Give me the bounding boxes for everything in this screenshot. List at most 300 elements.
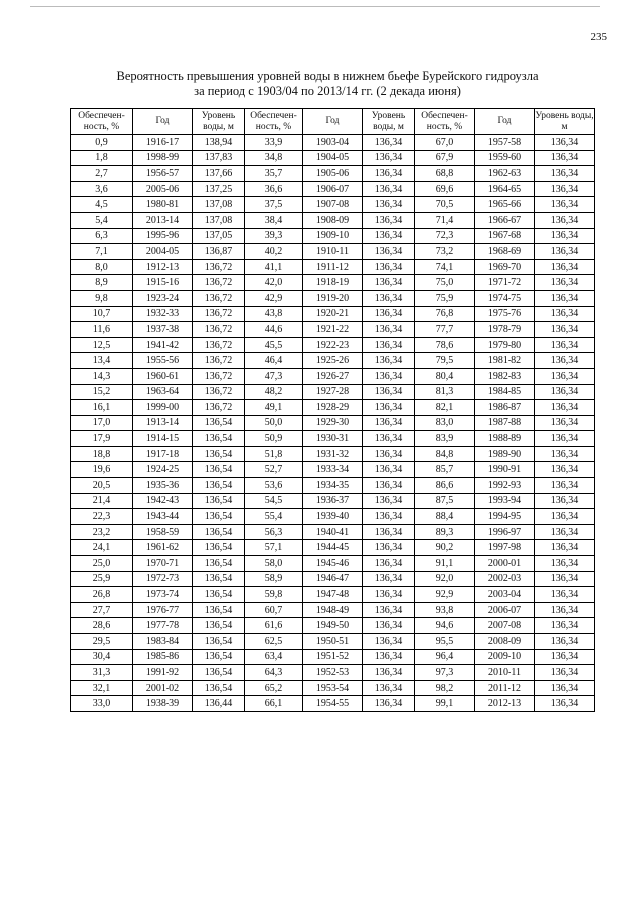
cell-level-1: 136,72 <box>193 368 245 384</box>
cell-year-1: 1937-38 <box>133 322 193 338</box>
cell-year-3: 1981-82 <box>475 353 535 369</box>
cell-probability-3: 90,2 <box>415 540 475 556</box>
table-row <box>71 556 595 572</box>
table-row <box>71 228 595 244</box>
table-row <box>71 587 595 603</box>
table-row <box>71 618 595 634</box>
cell-year-1: 1956-57 <box>133 166 193 182</box>
cell-probability-2: 63,4 <box>245 649 303 665</box>
cell-level-3: 136,34 <box>535 337 595 353</box>
table-header-row <box>71 109 595 135</box>
cell-year-2: 1928-29 <box>303 400 363 416</box>
cell-level-1: 136,72 <box>193 384 245 400</box>
table-row <box>71 509 595 525</box>
cell-probability-2: 50,9 <box>245 431 303 447</box>
cell-probability-2: 36,6 <box>245 181 303 197</box>
cell-year-2: 1951-52 <box>303 649 363 665</box>
cell-probability-2: 42,9 <box>245 290 303 306</box>
table-row <box>71 446 595 462</box>
cell-level-2: 136,34 <box>363 337 415 353</box>
cell-level-1: 136,72 <box>193 322 245 338</box>
cell-probability-2: 50,0 <box>245 415 303 431</box>
table-row <box>71 524 595 540</box>
cell-probability-2: 35,7 <box>245 166 303 182</box>
cell-level-2: 136,34 <box>363 415 415 431</box>
cell-probability-2: 41,1 <box>245 259 303 275</box>
cell-level-3: 136,34 <box>535 493 595 509</box>
cell-probability-1: 8,9 <box>71 275 133 291</box>
cell-year-3: 2006-07 <box>475 602 535 618</box>
cell-year-3: 1965-66 <box>475 197 535 213</box>
cell-probability-3: 91,1 <box>415 556 475 572</box>
cell-year-3: 1988-89 <box>475 431 535 447</box>
cell-year-2: 1933-34 <box>303 462 363 478</box>
cell-year-3: 1997-98 <box>475 540 535 556</box>
cell-level-1: 137,83 <box>193 150 245 166</box>
cell-year-3: 1964-65 <box>475 181 535 197</box>
cell-year-1: 1916-17 <box>133 135 193 151</box>
table-row <box>71 290 595 306</box>
cell-level-2: 136,34 <box>363 649 415 665</box>
cell-year-3: 1959-60 <box>475 150 535 166</box>
cell-year-1: 2004-05 <box>133 244 193 260</box>
cell-level-2: 136,34 <box>363 618 415 634</box>
table-row <box>71 696 595 712</box>
cell-year-3: 2000-01 <box>475 556 535 572</box>
cell-year-2: 1905-06 <box>303 166 363 182</box>
table-row <box>71 462 595 478</box>
cell-level-3: 136,34 <box>535 384 595 400</box>
cell-level-2: 136,34 <box>363 524 415 540</box>
cell-level-1: 136,54 <box>193 665 245 681</box>
cell-level-1: 137,05 <box>193 228 245 244</box>
cell-year-2: 1920-21 <box>303 306 363 322</box>
table-row <box>71 400 595 416</box>
cell-year-2: 1918-19 <box>303 275 363 291</box>
cell-level-1: 136,72 <box>193 306 245 322</box>
cell-probability-3: 75,0 <box>415 275 475 291</box>
cell-probability-3: 71,4 <box>415 212 475 228</box>
cell-year-3: 1996-97 <box>475 524 535 540</box>
cell-year-3: 1992-93 <box>475 478 535 494</box>
cell-level-3: 136,34 <box>535 353 595 369</box>
cell-year-3: 2012-13 <box>475 696 535 712</box>
cell-probability-1: 22,3 <box>71 509 133 525</box>
cell-probability-2: 65,2 <box>245 680 303 696</box>
table-row <box>71 478 595 494</box>
table-row <box>71 150 595 166</box>
cell-level-1: 136,87 <box>193 244 245 260</box>
cell-year-3: 1982-83 <box>475 368 535 384</box>
cell-probability-3: 82,1 <box>415 400 475 416</box>
cell-year-2: 1950-51 <box>303 634 363 650</box>
cell-level-3: 136,34 <box>535 415 595 431</box>
cell-probability-1: 33,0 <box>71 696 133 712</box>
cell-year-2: 1921-22 <box>303 322 363 338</box>
cell-year-1: 1976-77 <box>133 602 193 618</box>
cell-probability-3: 84,8 <box>415 446 475 462</box>
cell-level-3: 136,34 <box>535 587 595 603</box>
cell-level-2: 136,34 <box>363 540 415 556</box>
cell-year-1: 1924-25 <box>133 462 193 478</box>
cell-probability-2: 66,1 <box>245 696 303 712</box>
cell-probability-2: 48,2 <box>245 384 303 400</box>
cell-level-3: 136,34 <box>535 306 595 322</box>
cell-level-3: 136,34 <box>535 197 595 213</box>
cell-year-1: 2005-06 <box>133 181 193 197</box>
cell-probability-2: 34,8 <box>245 150 303 166</box>
header-year-1: Год <box>133 109 193 135</box>
cell-probability-3: 85,7 <box>415 462 475 478</box>
cell-year-3: 1984-85 <box>475 384 535 400</box>
cell-probability-2: 60,7 <box>245 602 303 618</box>
cell-year-2: 1945-46 <box>303 556 363 572</box>
cell-level-1: 136,54 <box>193 493 245 509</box>
cell-year-2: 1925-26 <box>303 353 363 369</box>
cell-level-3: 136,34 <box>535 618 595 634</box>
cell-level-3: 136,34 <box>535 446 595 462</box>
cell-level-3: 136,34 <box>535 540 595 556</box>
cell-probability-1: 20,5 <box>71 478 133 494</box>
cell-probability-1: 9,8 <box>71 290 133 306</box>
table-row <box>71 181 595 197</box>
cell-level-2: 136,34 <box>363 571 415 587</box>
cell-level-3: 136,34 <box>535 290 595 306</box>
cell-year-2: 1907-08 <box>303 197 363 213</box>
cell-level-1: 136,54 <box>193 446 245 462</box>
cell-level-2: 136,34 <box>363 306 415 322</box>
cell-year-3: 2011-12 <box>475 680 535 696</box>
cell-level-3: 136,34 <box>535 571 595 587</box>
cell-probability-2: 46,4 <box>245 353 303 369</box>
cell-year-1: 1913-14 <box>133 415 193 431</box>
cell-level-2: 136,34 <box>363 493 415 509</box>
cell-level-2: 136,34 <box>363 228 415 244</box>
page-number: 235 <box>590 31 607 43</box>
cell-level-1: 137,08 <box>193 212 245 228</box>
cell-probability-1: 7,1 <box>71 244 133 260</box>
cell-level-3: 136,34 <box>535 556 595 572</box>
table-row <box>71 602 595 618</box>
table-row <box>71 244 595 260</box>
cell-level-2: 136,34 <box>363 244 415 260</box>
cell-probability-1: 18,8 <box>71 446 133 462</box>
cell-probability-3: 72,3 <box>415 228 475 244</box>
cell-level-1: 136,54 <box>193 478 245 494</box>
cell-level-1: 137,66 <box>193 166 245 182</box>
cell-level-1: 136,54 <box>193 602 245 618</box>
header-probability-2: Обеспечен-ность, % <box>245 109 303 135</box>
cell-year-1: 1973-74 <box>133 587 193 603</box>
cell-probability-3: 92,0 <box>415 571 475 587</box>
cell-level-3: 136,34 <box>535 181 595 197</box>
cell-level-2: 136,34 <box>363 197 415 213</box>
cell-year-3: 1993-94 <box>475 493 535 509</box>
cell-year-2: 1927-28 <box>303 384 363 400</box>
cell-year-3: 1978-79 <box>475 322 535 338</box>
cell-probability-1: 16,1 <box>71 400 133 416</box>
cell-year-3: 2008-09 <box>475 634 535 650</box>
cell-level-2: 136,34 <box>363 290 415 306</box>
cell-level-3: 136,34 <box>535 649 595 665</box>
cell-probability-1: 11,6 <box>71 322 133 338</box>
cell-year-3: 1979-80 <box>475 337 535 353</box>
header-probability-1: Обеспечен-ность, % <box>71 109 133 135</box>
cell-level-1: 136,54 <box>193 509 245 525</box>
cell-probability-2: 43,8 <box>245 306 303 322</box>
cell-probability-3: 94,6 <box>415 618 475 634</box>
cell-year-1: 2013-14 <box>133 212 193 228</box>
cell-level-3: 136,34 <box>535 462 595 478</box>
cell-level-2: 136,34 <box>363 478 415 494</box>
table-row <box>71 649 595 665</box>
table-row <box>71 571 595 587</box>
table-row <box>71 197 595 213</box>
cell-year-1: 1923-24 <box>133 290 193 306</box>
cell-probability-1: 14,3 <box>71 368 133 384</box>
cell-year-1: 1932-33 <box>133 306 193 322</box>
cell-year-2: 1910-11 <box>303 244 363 260</box>
cell-level-3: 136,34 <box>535 524 595 540</box>
cell-probability-1: 1,8 <box>71 150 133 166</box>
cell-level-1: 136,54 <box>193 571 245 587</box>
cell-year-3: 1957-58 <box>475 135 535 151</box>
cell-level-2: 136,34 <box>363 587 415 603</box>
cell-year-1: 1955-56 <box>133 353 193 369</box>
cell-level-3: 136,34 <box>535 368 595 384</box>
cell-year-1: 1912-13 <box>133 259 193 275</box>
cell-level-1: 137,08 <box>193 197 245 213</box>
cell-year-1: 1935-36 <box>133 478 193 494</box>
cell-probability-2: 39,3 <box>245 228 303 244</box>
table-row <box>71 353 595 369</box>
cell-level-1: 136,54 <box>193 680 245 696</box>
table-row <box>71 665 595 681</box>
cell-probability-2: 59,8 <box>245 587 303 603</box>
cell-level-1: 136,54 <box>193 634 245 650</box>
cell-probability-2: 51,8 <box>245 446 303 462</box>
header-level-2: Уровень воды, м <box>363 109 415 135</box>
cell-level-3: 136,34 <box>535 478 595 494</box>
cell-level-1: 136,72 <box>193 353 245 369</box>
header-year-3: Год <box>475 109 535 135</box>
cell-level-2: 136,34 <box>363 368 415 384</box>
cell-level-3: 136,34 <box>535 400 595 416</box>
cell-probability-2: 53,6 <box>245 478 303 494</box>
cell-year-1: 1914-15 <box>133 431 193 447</box>
cell-probability-1: 28,6 <box>71 618 133 634</box>
cell-probability-3: 79,5 <box>415 353 475 369</box>
cell-level-3: 136,34 <box>535 166 595 182</box>
cell-level-3: 136,34 <box>535 244 595 260</box>
cell-year-2: 1909-10 <box>303 228 363 244</box>
cell-level-1: 136,72 <box>193 337 245 353</box>
cell-level-2: 136,34 <box>363 431 415 447</box>
cell-level-1: 136,72 <box>193 400 245 416</box>
cell-level-1: 137,25 <box>193 181 245 197</box>
cell-year-3: 1974-75 <box>475 290 535 306</box>
cell-probability-3: 80,4 <box>415 368 475 384</box>
cell-level-3: 136,34 <box>535 212 595 228</box>
cell-level-2: 136,34 <box>363 135 415 151</box>
cell-year-1: 1917-18 <box>133 446 193 462</box>
cell-level-2: 136,34 <box>363 384 415 400</box>
cell-year-2: 1954-55 <box>303 696 363 712</box>
cell-probability-1: 24,1 <box>71 540 133 556</box>
cell-probability-3: 77,7 <box>415 322 475 338</box>
cell-level-3: 136,34 <box>535 275 595 291</box>
cell-year-1: 1995-96 <box>133 228 193 244</box>
cell-level-3: 136,34 <box>535 634 595 650</box>
cell-level-2: 136,34 <box>363 150 415 166</box>
cell-probability-2: 58,9 <box>245 571 303 587</box>
cell-probability-3: 73,2 <box>415 244 475 260</box>
cell-year-2: 1948-49 <box>303 602 363 618</box>
cell-probability-1: 5,4 <box>71 212 133 228</box>
cell-year-1: 1970-71 <box>133 556 193 572</box>
header-probability-3: Обеспечен-ность, % <box>415 109 475 135</box>
cell-probability-2: 37,5 <box>245 197 303 213</box>
cell-probability-1: 0,9 <box>71 135 133 151</box>
cell-year-2: 1936-37 <box>303 493 363 509</box>
cell-probability-3: 78,6 <box>415 337 475 353</box>
cell-probability-1: 32,1 <box>71 680 133 696</box>
cell-level-2: 136,34 <box>363 322 415 338</box>
cell-probability-3: 83,9 <box>415 431 475 447</box>
cell-year-1: 1985-86 <box>133 649 193 665</box>
cell-probability-1: 31,3 <box>71 665 133 681</box>
cell-year-1: 1942-43 <box>133 493 193 509</box>
cell-year-1: 2001-02 <box>133 680 193 696</box>
cell-probability-3: 70,5 <box>415 197 475 213</box>
cell-level-3: 136,34 <box>535 135 595 151</box>
cell-probability-1: 25,9 <box>71 571 133 587</box>
cell-probability-1: 23,2 <box>71 524 133 540</box>
cell-level-3: 136,34 <box>535 680 595 696</box>
cell-probability-2: 45,5 <box>245 337 303 353</box>
cell-level-1: 136,54 <box>193 556 245 572</box>
cell-probability-3: 88,4 <box>415 509 475 525</box>
cell-year-2: 1939-40 <box>303 509 363 525</box>
cell-probability-1: 21,4 <box>71 493 133 509</box>
cell-probability-3: 93,8 <box>415 602 475 618</box>
cell-probability-3: 81,3 <box>415 384 475 400</box>
cell-year-3: 1968-69 <box>475 244 535 260</box>
cell-probability-3: 74,1 <box>415 259 475 275</box>
cell-probability-2: 47,3 <box>245 368 303 384</box>
table-row <box>71 384 595 400</box>
cell-probability-1: 3,6 <box>71 181 133 197</box>
cell-level-2: 136,34 <box>363 400 415 416</box>
cell-year-2: 1904-05 <box>303 150 363 166</box>
cell-probability-3: 67,9 <box>415 150 475 166</box>
table-row <box>71 135 595 151</box>
cell-probability-1: 19,6 <box>71 462 133 478</box>
cell-probability-3: 76,8 <box>415 306 475 322</box>
cell-probability-3: 87,5 <box>415 493 475 509</box>
table-row <box>71 259 595 275</box>
table-row <box>71 415 595 431</box>
cell-level-3: 136,34 <box>535 259 595 275</box>
table-row <box>71 431 595 447</box>
document-title-line1: Вероятность превышения уровней воды в нижнем бьефе Бурейского гидроузла <box>116 69 539 83</box>
cell-level-2: 136,34 <box>363 634 415 650</box>
cell-year-2: 1922-23 <box>303 337 363 353</box>
cell-year-2: 1953-54 <box>303 680 363 696</box>
water-level-table <box>70 108 595 712</box>
cell-level-1: 136,54 <box>193 524 245 540</box>
cell-probability-2: 38,4 <box>245 212 303 228</box>
cell-probability-1: 17,0 <box>71 415 133 431</box>
table-row <box>71 166 595 182</box>
cell-level-2: 136,34 <box>363 446 415 462</box>
cell-year-3: 1967-68 <box>475 228 535 244</box>
table-body <box>71 135 595 712</box>
cell-probability-3: 95,5 <box>415 634 475 650</box>
cell-year-2: 1903-04 <box>303 135 363 151</box>
cell-probability-2: 54,5 <box>245 493 303 509</box>
cell-probability-3: 96,4 <box>415 649 475 665</box>
cell-probability-1: 25,0 <box>71 556 133 572</box>
cell-probability-2: 62,5 <box>245 634 303 650</box>
cell-probability-1: 12,5 <box>71 337 133 353</box>
cell-year-3: 2010-11 <box>475 665 535 681</box>
cell-year-3: 1971-72 <box>475 275 535 291</box>
cell-probability-3: 97,3 <box>415 665 475 681</box>
cell-probability-2: 40,2 <box>245 244 303 260</box>
cell-level-2: 136,34 <box>363 509 415 525</box>
cell-year-2: 1911-12 <box>303 259 363 275</box>
cell-level-1: 136,72 <box>193 275 245 291</box>
cell-probability-1: 17,9 <box>71 431 133 447</box>
table-row <box>71 634 595 650</box>
cell-year-2: 1934-35 <box>303 478 363 494</box>
cell-level-1: 136,54 <box>193 462 245 478</box>
table-row <box>71 306 595 322</box>
cell-probability-3: 67,0 <box>415 135 475 151</box>
cell-year-2: 1906-07 <box>303 181 363 197</box>
cell-year-2: 1944-45 <box>303 540 363 556</box>
cell-year-1: 1960-61 <box>133 368 193 384</box>
cell-year-2: 1931-32 <box>303 446 363 462</box>
cell-probability-2: 49,1 <box>245 400 303 416</box>
cell-level-1: 136,54 <box>193 431 245 447</box>
cell-level-2: 136,34 <box>363 212 415 228</box>
cell-level-3: 136,34 <box>535 431 595 447</box>
cell-level-1: 136,44 <box>193 696 245 712</box>
cell-year-1: 1963-64 <box>133 384 193 400</box>
cell-level-1: 136,54 <box>193 415 245 431</box>
cell-probability-3: 68,8 <box>415 166 475 182</box>
cell-year-1: 1915-16 <box>133 275 193 291</box>
cell-level-2: 136,34 <box>363 556 415 572</box>
cell-year-3: 1989-90 <box>475 446 535 462</box>
cell-level-1: 136,72 <box>193 259 245 275</box>
cell-probability-2: 57,1 <box>245 540 303 556</box>
cell-level-3: 136,34 <box>535 228 595 244</box>
cell-probability-1: 30,4 <box>71 649 133 665</box>
cell-year-1: 1991-92 <box>133 665 193 681</box>
cell-level-3: 136,34 <box>535 150 595 166</box>
cell-probability-2: 61,6 <box>245 618 303 634</box>
cell-year-3: 1994-95 <box>475 509 535 525</box>
cell-level-1: 136,54 <box>193 649 245 665</box>
cell-year-1: 1999-00 <box>133 400 193 416</box>
cell-year-3: 2003-04 <box>475 587 535 603</box>
cell-year-2: 1930-31 <box>303 431 363 447</box>
table-row <box>71 275 595 291</box>
cell-year-3: 1975-76 <box>475 306 535 322</box>
